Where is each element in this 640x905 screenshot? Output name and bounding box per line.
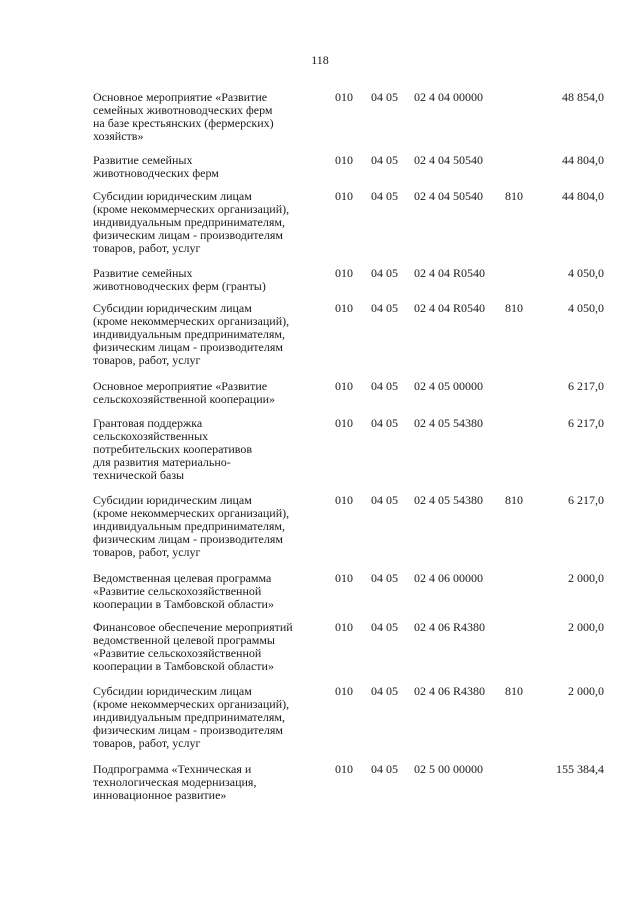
amount: 44 804,0 — [562, 153, 604, 167]
amount: 2 000,0 — [568, 571, 604, 585]
code-ministry: 010 — [335, 266, 353, 280]
row-name: Субсидии юридическим лицам (кроме некоммерческих организаций), индивидуальным предпринимателям, физическим лицам - производителям товаров, работ, услуг — [93, 189, 290, 255]
code-section: 04 05 — [371, 684, 398, 698]
code-expense-type: 810 — [505, 493, 523, 507]
code-section: 04 05 — [371, 571, 398, 585]
row-name: Основное мероприятие «Развитие семейных животноводческих ферм на базе крестьянских (фермерских) хозяйств» — [93, 90, 274, 143]
code-target-article: 02 4 06 00000 — [414, 571, 483, 585]
code-ministry: 010 — [335, 153, 353, 167]
amount: 2 000,0 — [568, 620, 604, 634]
row-name: Субсидии юридическим лицам (кроме некоммерческих организаций), индивидуальным предпринимателям, физическим лицам - производителям товаров, работ, услуг — [93, 301, 290, 367]
code-section: 04 05 — [371, 153, 398, 167]
code-target-article: 02 4 05 00000 — [414, 379, 483, 393]
amount: 6 217,0 — [568, 493, 604, 507]
amount: 4 050,0 — [568, 301, 604, 315]
code-section: 04 05 — [371, 90, 398, 104]
code-expense-type: 810 — [505, 301, 523, 315]
page-number: 118 — [311, 53, 329, 67]
code-section: 04 05 — [371, 762, 398, 776]
code-expense-type: 810 — [505, 189, 523, 203]
row-name: Развитие семейных животноводческих ферм — [93, 153, 219, 180]
row-name: Финансовое обеспечение мероприятий ведомственной целевой программы «Развитие сельскохозяйственной кооперации в Тамбовской области» — [93, 620, 293, 673]
amount: 155 384,4 — [556, 762, 604, 776]
code-ministry: 010 — [335, 416, 353, 430]
code-section: 04 05 — [371, 493, 398, 507]
code-ministry: 010 — [335, 189, 353, 203]
code-section: 04 05 — [371, 416, 398, 430]
code-target-article: 02 4 04 R0540 — [414, 266, 486, 280]
amount: 48 854,0 — [562, 90, 604, 104]
amount: 2 000,0 — [568, 684, 604, 698]
code-ministry: 010 — [335, 762, 353, 776]
row-name: Грантовая поддержка сельскохозяйственных потребительских кооперативов для развития материально- технической базы — [93, 416, 253, 482]
code-ministry: 010 — [335, 379, 353, 393]
row-name: Основное мероприятие «Развитие сельскохозяйственной кооперации» — [93, 379, 276, 406]
code-ministry: 010 — [335, 571, 353, 585]
code-target-article: 02 4 04 R0540 — [414, 301, 486, 315]
code-target-article: 02 4 05 54380 — [414, 493, 483, 507]
row-name: Развитие семейных животноводческих ферм (гранты) — [93, 266, 266, 293]
amount: 4 050,0 — [568, 266, 604, 280]
code-target-article: 02 4 06 R4380 — [414, 684, 486, 698]
code-target-article: 02 4 04 50540 — [414, 153, 483, 167]
code-section: 04 05 — [371, 189, 398, 203]
code-section: 04 05 — [371, 301, 398, 315]
code-ministry: 010 — [335, 684, 353, 698]
code-target-article: 02 4 04 00000 — [414, 90, 483, 104]
code-expense-type: 810 — [505, 684, 523, 698]
code-target-article: 02 4 05 54380 — [414, 416, 483, 430]
row-name: Субсидии юридическим лицам (кроме некоммерческих организаций), индивидуальным предпринимателям, физическим лицам - производителям товаров, работ, услуг — [93, 493, 290, 559]
code-ministry: 010 — [335, 620, 353, 634]
row-name: Ведомственная целевая программа «Развитие сельскохозяйственной кооперации в Тамбовской области» — [93, 571, 274, 611]
amount: 44 804,0 — [562, 189, 604, 203]
code-target-article: 02 4 06 R4380 — [414, 620, 486, 634]
code-section: 04 05 — [371, 620, 398, 634]
amount: 6 217,0 — [568, 416, 604, 430]
code-target-article: 02 5 00 00000 — [414, 762, 483, 776]
code-ministry: 010 — [335, 301, 353, 315]
row-name: Подпрограмма «Техническая и технологическая модернизация, инновационное развитие» — [93, 762, 257, 802]
code-target-article: 02 4 04 50540 — [414, 189, 483, 203]
amount: 6 217,0 — [568, 379, 604, 393]
code-ministry: 010 — [335, 90, 353, 104]
code-section: 04 05 — [371, 379, 398, 393]
row-name: Субсидии юридическим лицам (кроме некоммерческих организаций), индивидуальным предпринимателям, физическим лицам - производителям товаров, работ, услуг — [93, 684, 290, 750]
code-ministry: 010 — [335, 493, 353, 507]
code-section: 04 05 — [371, 266, 398, 280]
